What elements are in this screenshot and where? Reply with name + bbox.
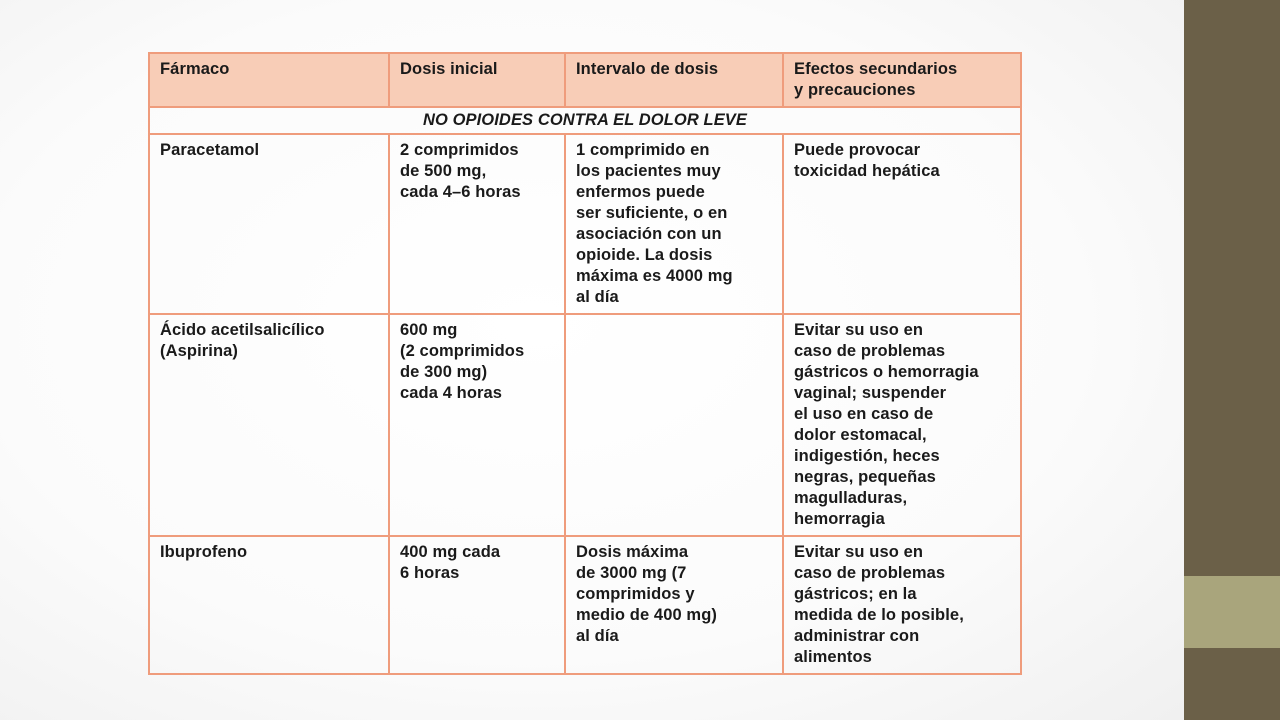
initial-dose: 2 comprimidos de 500 mg, cada 4–6 horas bbox=[389, 134, 565, 314]
header-efectos: Efectos secundarios y precauciones bbox=[783, 53, 1021, 107]
initial-dose: 400 mg cada 6 horas bbox=[389, 536, 565, 674]
dose-interval: 1 comprimido en los pacientes muy enfermos puede ser suficiente, o en asociación con un opioide. La dosis máxima es 4000 mg al día bbox=[565, 134, 783, 314]
drug-name: Ácido acetilsalicílico (Aspirina) bbox=[149, 314, 389, 536]
side-effects: Evitar su uso en caso de problemas gástricos o hemorragia vaginal; suspender el uso en caso de dolor estomacal, indigestión, heces negras, pequeñas magulladuras, hemorragia bbox=[783, 314, 1021, 536]
table-header-row bbox=[149, 53, 1021, 107]
header-dosis-inicial: Dosis inicial bbox=[389, 53, 565, 107]
table-row bbox=[149, 314, 1021, 536]
drug-name: Ibuprofeno bbox=[149, 536, 389, 674]
dose-interval: Dosis máxima de 3000 mg (7 comprimidos y medio de 400 mg) al día bbox=[565, 536, 783, 674]
table-row bbox=[149, 536, 1021, 674]
side-effects: Puede provocar toxicidad hepática bbox=[783, 134, 1021, 314]
initial-dose: 600 mg (2 comprimidos de 300 mg) cada 4 horas bbox=[389, 314, 565, 536]
dose-interval bbox=[565, 314, 783, 536]
section-row bbox=[149, 107, 1021, 134]
table-row bbox=[149, 134, 1021, 314]
side-effects: Evitar su uso en caso de problemas gástricos; en la medida de lo posible, administrar con alimentos bbox=[783, 536, 1021, 674]
header-intervalo: Intervalo de dosis bbox=[565, 53, 783, 107]
section-title: NO OPIOIDES CONTRA EL DOLOR LEVE bbox=[149, 107, 1021, 134]
header-farmaco: Fármaco bbox=[149, 53, 389, 107]
drug-name: Paracetamol bbox=[149, 134, 389, 314]
side-accent-block bbox=[1184, 576, 1280, 648]
analgesic-table bbox=[148, 52, 1022, 675]
